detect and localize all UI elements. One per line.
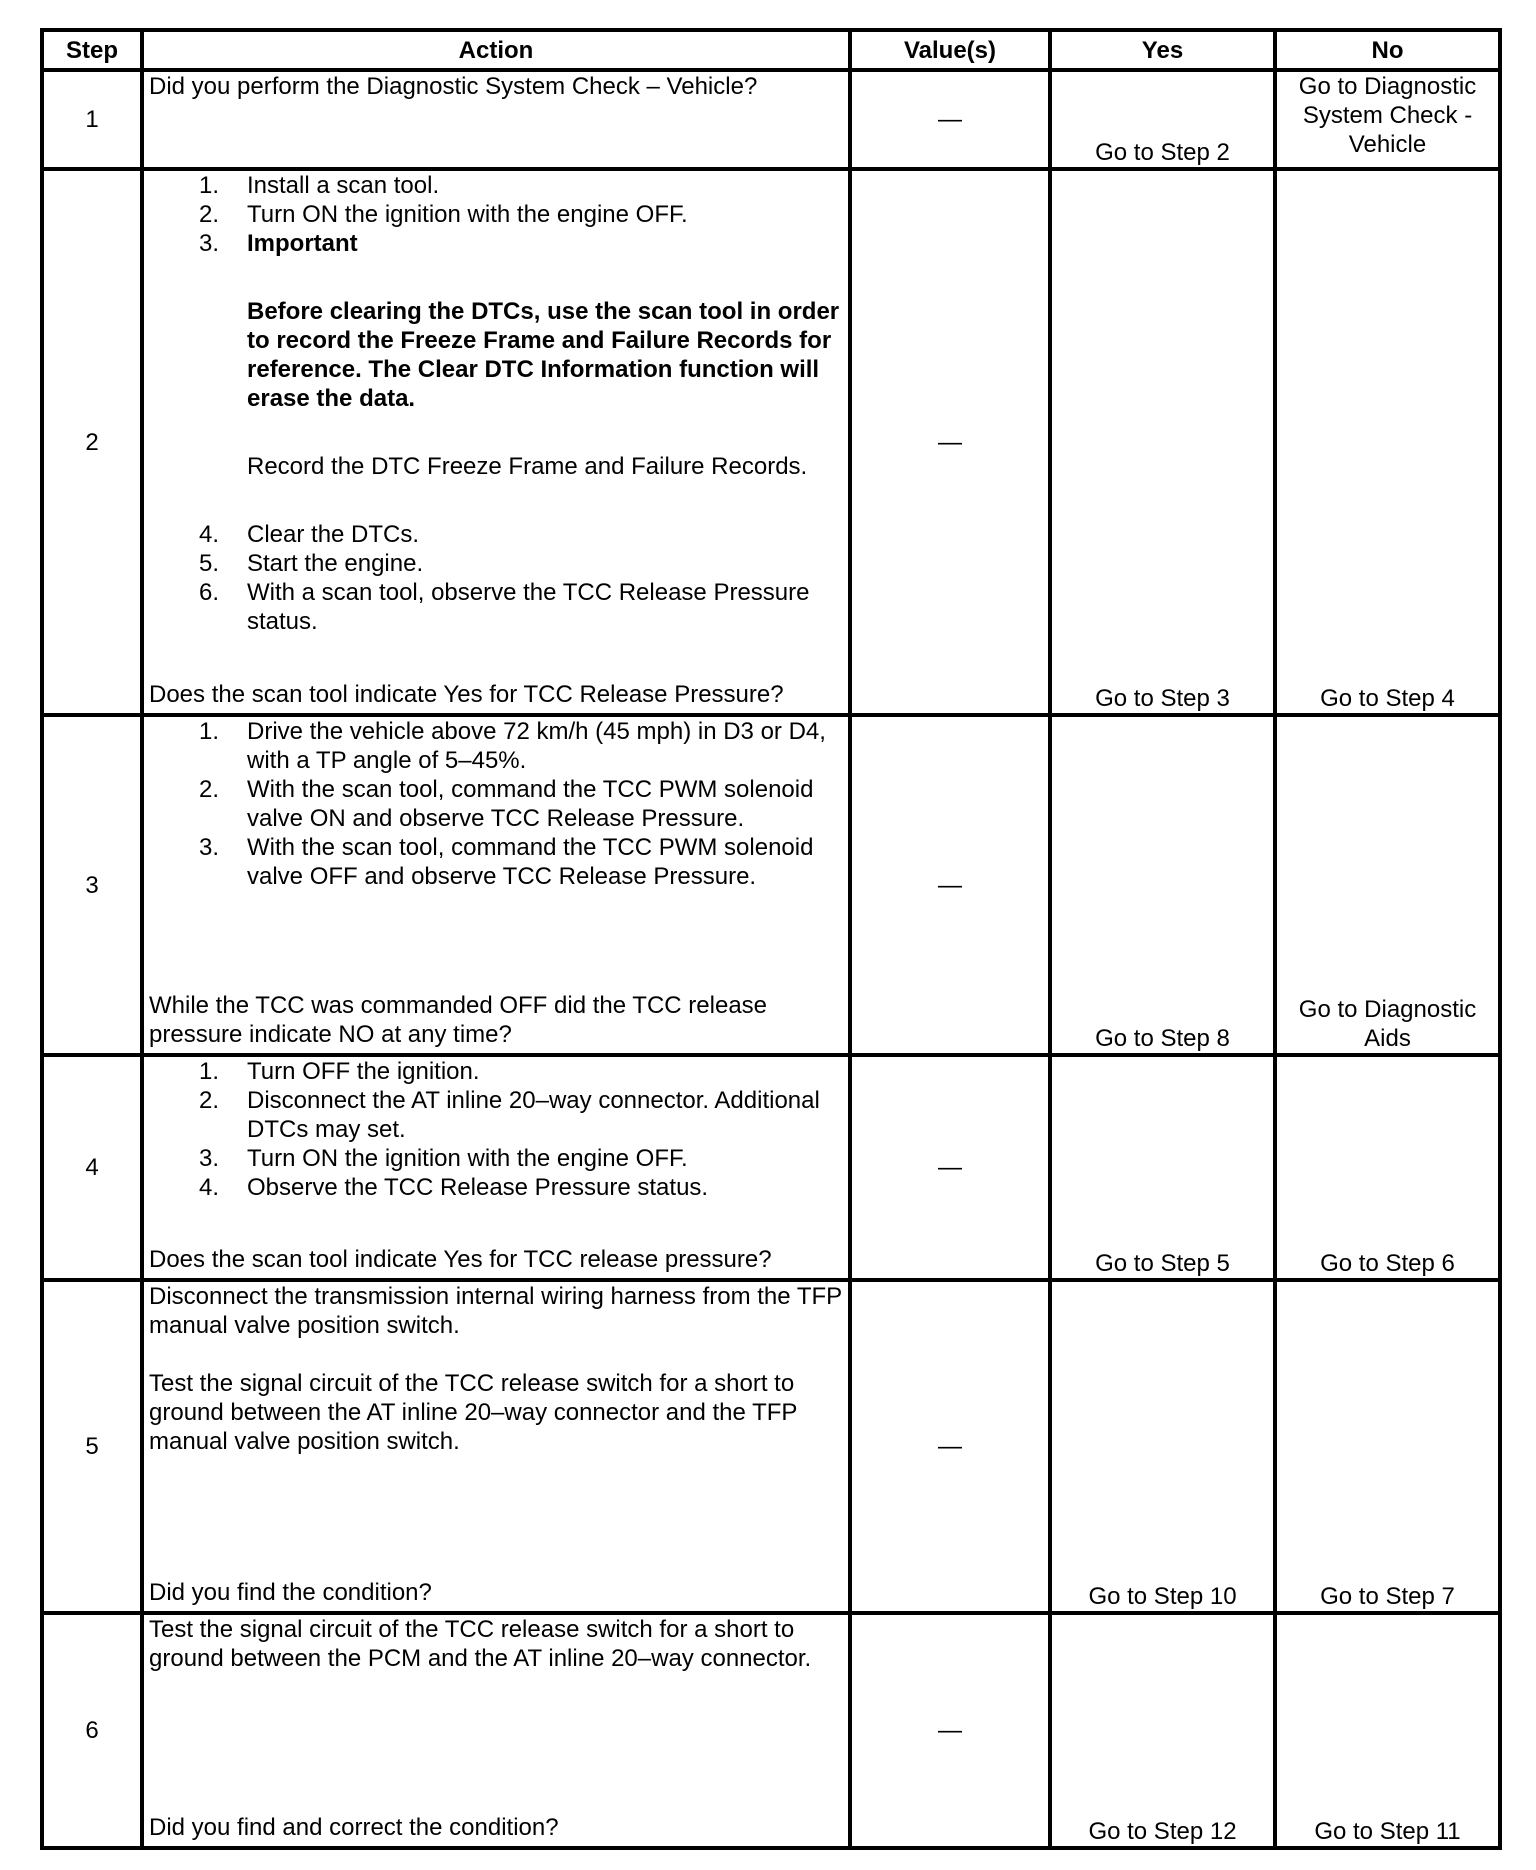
value-cell: —: [850, 715, 1050, 1055]
list-item: 2. Disconnect the AT inline 20–way connector. Additional DTCs may set.: [198, 1087, 820, 1143]
yes-cell: Go to Step 10: [1050, 1280, 1275, 1613]
no-cell: Go to Step 11: [1275, 1613, 1500, 1848]
list-item: 3. Important: [198, 230, 358, 257]
yes-cell: Go to Step 8: [1050, 715, 1275, 1055]
action-cell: [142, 70, 850, 169]
value-cell: —: [850, 1613, 1050, 1848]
yes-cell: Go to Step 5: [1050, 1055, 1275, 1280]
step-number: 4: [42, 1055, 142, 1280]
no-cell: Go to Step 4: [1275, 169, 1500, 715]
header-yes: Yes: [1050, 30, 1275, 70]
step-number: 6: [42, 1613, 142, 1848]
list-item: 6. With a scan tool, observe the TCC Release Pressure status.: [198, 579, 810, 635]
list-item: 2. Turn ON the ignition with the engine OFF.: [198, 201, 688, 228]
step-number: 5: [42, 1280, 142, 1613]
action-question: Does the scan tool indicate Yes for TCC release pressure?: [149, 1246, 772, 1273]
diagnostic-table: [40, 28, 1502, 1850]
important-note: Before clearing the DTCs, use the scan tool in order to record the Freeze Frame and Failure Records for reference. The Clear DTC Information function will erase the data.: [247, 298, 840, 412]
header-step: Step: [42, 30, 142, 70]
list-item: 2. With the scan tool, command the TCC PWM solenoid valve ON and observe TCC Release Pressure.: [198, 776, 814, 832]
header-action: Action: [142, 30, 850, 70]
list-item: 3. Turn ON the ignition with the engine OFF.: [198, 1145, 688, 1172]
yes-cell: Go to Step 3: [1050, 169, 1275, 715]
value-cell: —: [850, 70, 1050, 169]
table-row-step-6: [42, 1613, 1500, 1848]
list-item: 4. Clear the DTCs.: [198, 521, 420, 548]
header-row: [42, 30, 1500, 70]
action-list: [149, 1057, 843, 1202]
action-question: Does the scan tool indicate Yes for TCC Release Pressure?: [149, 681, 784, 708]
step-number: 3: [42, 715, 142, 1055]
list-item: 1. Drive the vehicle above 72 km/h (45 mph) in D3 or D4, with a TP angle of 5–45%.: [198, 718, 826, 774]
action-paragraph: Test the signal circuit of the TCC release switch for a short to ground between the AT inline 20–way connector and the TFP manual valve position switch.: [149, 1370, 797, 1455]
list-item: 4. Observe the TCC Release Pressure status.: [198, 1174, 709, 1201]
list-item: 5. Start the engine.: [198, 550, 424, 577]
table-row-step-3: [42, 715, 1500, 1055]
table-row-step-4: [42, 1055, 1500, 1280]
action-question: While the TCC was commanded OFF did the TCC release pressure indicate NO at any time?: [149, 992, 768, 1048]
table-row-step-1: [42, 70, 1500, 169]
no-cell: Go to Diagnostic Aids: [1275, 715, 1500, 1055]
yes-cell: Go to Step 2: [1050, 70, 1275, 169]
step-number: 1: [42, 70, 142, 169]
no-cell: Go to Step 6: [1275, 1055, 1500, 1280]
no-cell: Go to Diagnostic System Check - Vehicle: [1275, 70, 1500, 169]
step-number: 2: [42, 169, 142, 715]
action-cell: [142, 1055, 850, 1280]
diagnostic-table-container: [40, 28, 1498, 1850]
value-cell: —: [850, 169, 1050, 715]
list-item: 3. With the scan tool, command the TCC PWM solenoid valve OFF and observe TCC Release Pressure.: [198, 834, 814, 890]
action-question: Did you find and correct the condition?: [149, 1814, 559, 1841]
list-item: 1. Turn OFF the ignition.: [198, 1058, 480, 1085]
action-paragraph: Test the signal circuit of the TCC release switch for a short to ground between the PCM and the AT inline 20–way connector.: [149, 1616, 812, 1672]
action-cell: [142, 1613, 850, 1848]
value-cell: —: [850, 1280, 1050, 1613]
action-paragraph: Disconnect the transmission internal wiring harness from the TFP manual valve position switch.: [149, 1283, 842, 1339]
action-cell: [142, 169, 850, 715]
value-cell: —: [850, 1055, 1050, 1280]
list-item: 1. Install a scan tool.: [198, 172, 440, 199]
action-cell: [142, 715, 850, 1055]
yes-cell: Go to Step 12: [1050, 1613, 1275, 1848]
no-cell: Go to Step 7: [1275, 1280, 1500, 1613]
action-question: Did you perform the Diagnostic System Check – Vehicle?: [149, 73, 758, 100]
action-question: Did you find the condition?: [149, 1579, 432, 1606]
sub-instruction: Record the DTC Freeze Frame and Failure Records.: [247, 453, 808, 480]
action-list: [149, 717, 843, 891]
table-row-step-2: [42, 169, 1500, 715]
action-list: [149, 520, 843, 636]
header-no: No: [1275, 30, 1500, 70]
action-cell: [142, 1280, 850, 1613]
action-list: [149, 171, 843, 258]
table-row-step-5: [42, 1280, 1500, 1613]
header-values: Value(s): [850, 30, 1050, 70]
